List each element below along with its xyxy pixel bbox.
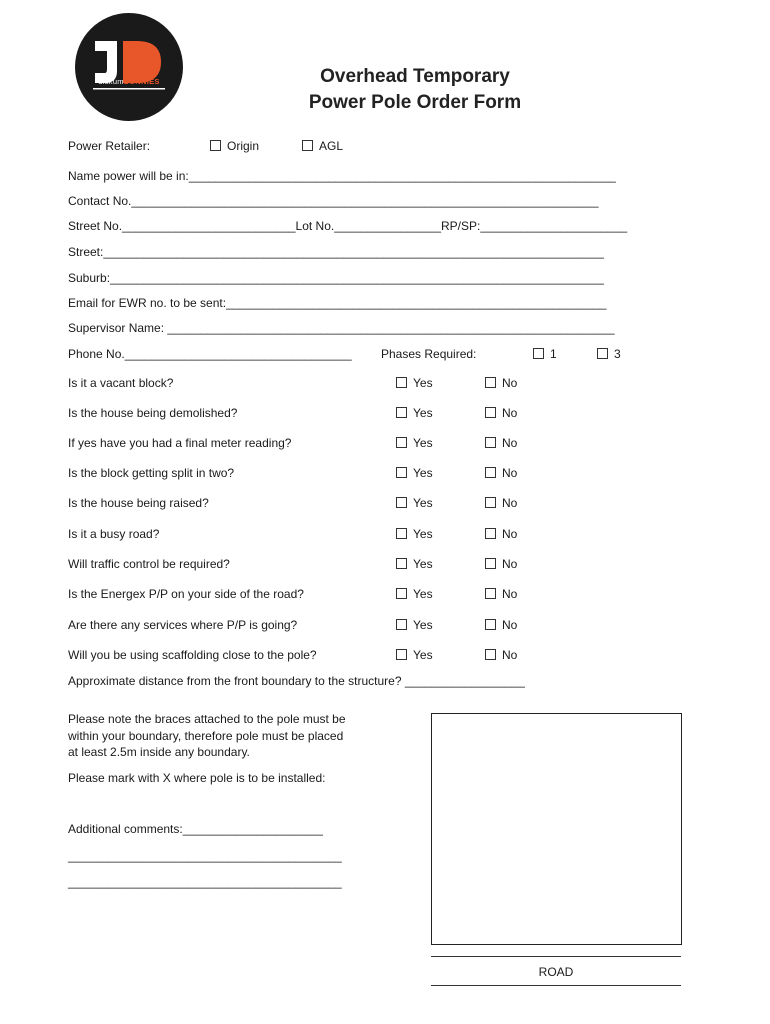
checkbox[interactable] — [485, 619, 496, 630]
checkbox[interactable] — [485, 558, 496, 569]
answer-yes[interactable]: Yes — [396, 587, 433, 601]
checkbox[interactable] — [485, 377, 496, 388]
phase-option-3[interactable]: 3 — [597, 347, 621, 361]
checkbox[interactable] — [533, 348, 544, 359]
answer-yes[interactable]: Yes — [396, 496, 433, 510]
checkbox[interactable] — [396, 377, 407, 388]
answer-no[interactable]: No — [485, 648, 517, 662]
checkbox[interactable] — [302, 140, 313, 151]
question-text: Will you be using scaffolding close to the pole? — [68, 648, 317, 662]
email-field[interactable]: Email for EWR no. to be sent:_________________________________________________________ — [68, 296, 607, 310]
answer-no[interactable]: No — [485, 557, 517, 571]
checkbox[interactable] — [396, 619, 407, 630]
answer-no[interactable]: No — [485, 376, 517, 390]
question-text: Will traffic control be required? — [68, 557, 230, 571]
contact-field[interactable]: Contact No.______________________________________________________________________ — [68, 194, 599, 208]
checkbox[interactable] — [597, 348, 608, 359]
comments-field[interactable]: Additional comments:_____________________ — [68, 822, 323, 836]
checkbox[interactable] — [210, 140, 221, 151]
question-text: Is it a busy road? — [68, 527, 160, 541]
name-power-field[interactable]: Name power will be in:________________________________________________________________ — [68, 169, 616, 183]
checkbox[interactable] — [485, 497, 496, 508]
checkbox[interactable] — [396, 437, 407, 448]
checkbox[interactable] — [396, 649, 407, 660]
checkbox[interactable] — [485, 467, 496, 478]
checkbox[interactable] — [485, 407, 496, 418]
checkbox[interactable] — [396, 467, 407, 478]
answer-yes[interactable]: Yes — [396, 618, 433, 632]
retailer-label: Power Retailer: — [68, 139, 151, 153]
checkbox[interactable] — [396, 588, 407, 599]
form-title-line1: Overhead Temporary — [320, 66, 510, 87]
question-text: Are there any services where P/P is going? — [68, 618, 298, 632]
logo-text: diskumDUNNIES — [98, 77, 160, 86]
answer-no[interactable]: No — [485, 618, 517, 632]
answer-no[interactable]: No — [485, 436, 517, 450]
answer-yes[interactable]: Yes — [396, 557, 433, 571]
answer-no[interactable]: No — [485, 587, 517, 601]
answer-yes[interactable]: Yes — [396, 466, 433, 480]
checkbox[interactable] — [396, 558, 407, 569]
road-label: ROAD — [538, 965, 574, 979]
phase-option-1[interactable]: 1 — [533, 347, 557, 361]
question-text: Is it a vacant block? — [68, 376, 174, 390]
answer-yes[interactable]: Yes — [396, 406, 433, 420]
road-line-bottom — [431, 985, 681, 986]
mark-instruction: Please mark with X where pole is to be installed: — [68, 771, 326, 785]
supervisor-field[interactable]: Supervisor Name: ___________________________________________________________________ — [68, 321, 615, 335]
checkbox[interactable] — [396, 407, 407, 418]
answer-no[interactable]: No — [485, 466, 517, 480]
question-text: Is the Energex P/P on your side of the road? — [68, 587, 304, 601]
street-no-field[interactable]: Street No.__________________________Lot No.________________RP/SP:______________________ — [68, 219, 628, 233]
checkbox[interactable] — [485, 649, 496, 660]
checkbox[interactable] — [485, 437, 496, 448]
question-text: Is the house being demolished? — [68, 406, 238, 420]
braces-note: Please note the braces attached to the pole must be within your boundary, therefore pole must be placed at least 2.5m inside any boundary. — [68, 712, 346, 759]
checkbox[interactable] — [396, 497, 407, 508]
answer-yes[interactable]: Yes — [396, 648, 433, 662]
checkbox[interactable] — [485, 528, 496, 539]
answer-no[interactable]: No — [485, 496, 517, 510]
street-field[interactable]: Street:___________________________________________________________________________ — [68, 245, 604, 259]
distance-field[interactable]: Approximate distance from the front boundary to the structure? __________________ — [68, 674, 525, 688]
answer-yes[interactable]: Yes — [396, 436, 433, 450]
question-text: If yes have you had a final meter reading? — [68, 436, 292, 450]
checkbox[interactable] — [485, 588, 496, 599]
question-text: Is the block getting split in two? — [68, 466, 235, 480]
suburb-field[interactable]: Suburb:__________________________________________________________________________ — [68, 271, 604, 285]
phases-label: Phases Required: — [381, 347, 477, 361]
comments-line-3[interactable]: _________________________________________ — [68, 875, 342, 889]
checkbox[interactable] — [396, 528, 407, 539]
comments-line-2[interactable]: _________________________________________ — [68, 849, 342, 863]
road-line-top — [431, 956, 681, 957]
answer-no[interactable]: No — [485, 406, 517, 420]
question-text: Is the house being raised? — [68, 496, 209, 510]
phone-field[interactable]: Phone No.__________________________________ — [68, 347, 352, 361]
answer-yes[interactable]: Yes — [396, 527, 433, 541]
answer-no[interactable]: No — [485, 527, 517, 541]
answer-yes[interactable]: Yes — [396, 376, 433, 390]
retailer-option-origin[interactable]: Origin — [210, 139, 259, 153]
pole-location-box[interactable] — [431, 713, 682, 945]
retailer-option-agl[interactable]: AGL — [302, 139, 343, 153]
form-title-line2: Power Pole Order Form — [308, 92, 522, 113]
